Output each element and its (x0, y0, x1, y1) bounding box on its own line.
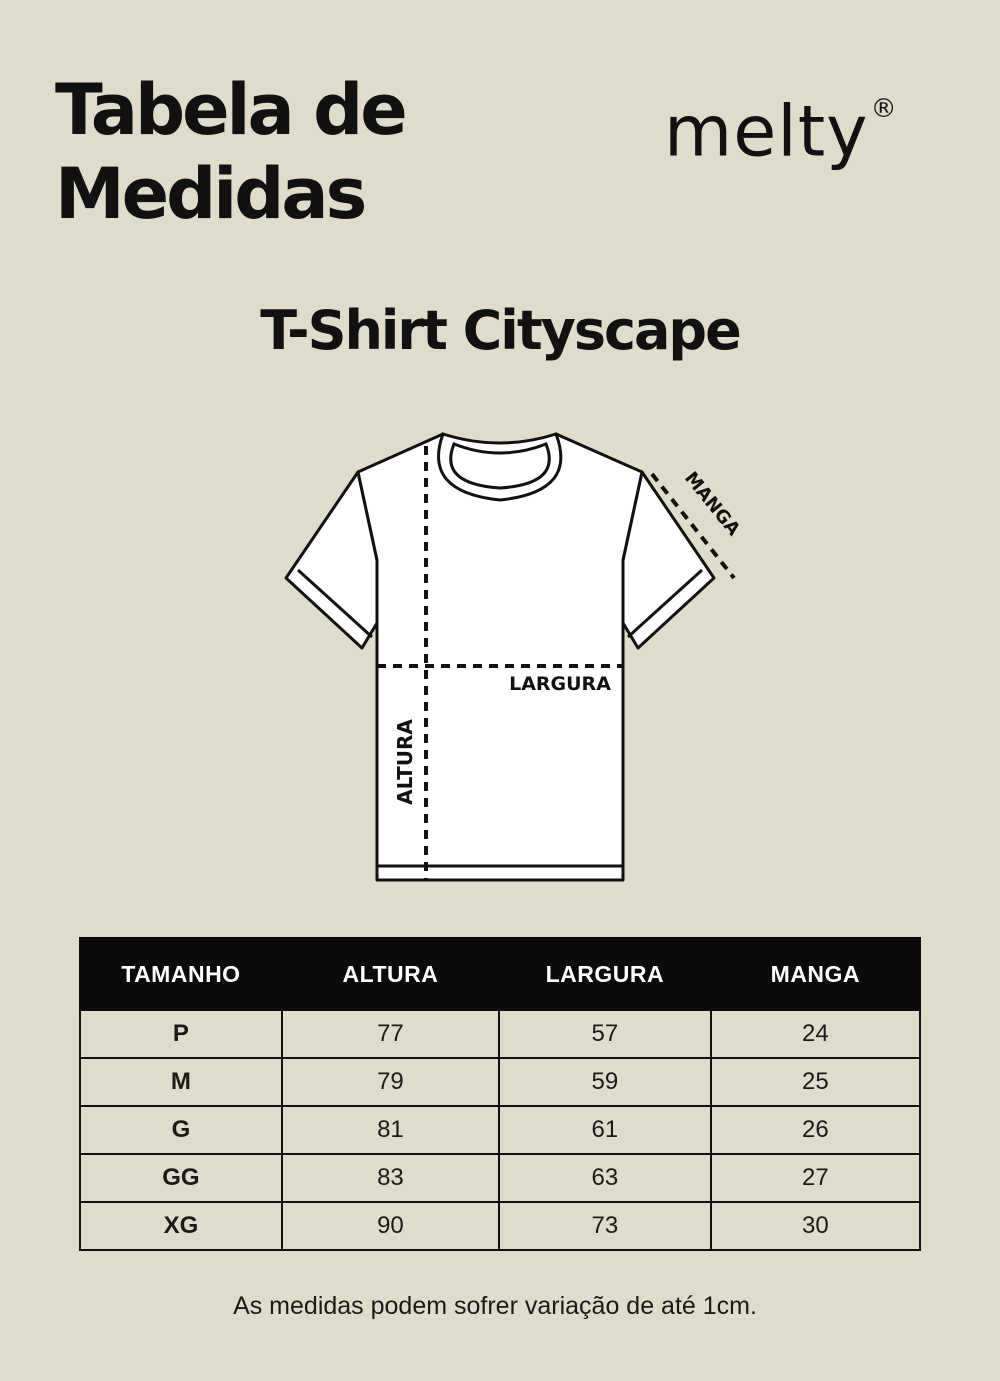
table-row (80, 1202, 920, 1250)
size-cell: G (80, 1106, 282, 1154)
size-table (79, 937, 921, 1251)
width-cell: 63 (499, 1154, 711, 1202)
width-cell: 57 (499, 1010, 711, 1058)
height-cell: 77 (282, 1010, 499, 1058)
table-row (80, 1154, 920, 1202)
table-row (80, 1058, 920, 1106)
table-row (80, 1106, 920, 1154)
sleeve-cell: 24 (711, 1010, 920, 1058)
title-line-1: Tabela de (55, 69, 405, 151)
sleeve-cell: 26 (711, 1106, 920, 1154)
title-line-2: Medidas (55, 153, 365, 235)
table-row (80, 1010, 920, 1058)
column-header-sleeve: MANGA (711, 938, 920, 1010)
registered-mark: ® (870, 94, 898, 124)
sleeve-cell: 25 (711, 1058, 920, 1106)
size-cell: M (80, 1058, 282, 1106)
height-cell: 81 (282, 1106, 499, 1154)
width-cell: 59 (499, 1058, 711, 1106)
sleeve-cell: 27 (711, 1154, 920, 1202)
size-cell: P (80, 1010, 282, 1058)
height-cell: 90 (282, 1202, 499, 1250)
height-cell: 83 (282, 1154, 499, 1202)
measurement-note: As medidas podem sofrer variação de até 1cm. (233, 1292, 757, 1320)
product-name: T-Shirt Cityscape (260, 299, 740, 362)
sleeve-label: MANGA (680, 467, 745, 540)
size-cell: XG (80, 1202, 282, 1250)
column-header-height: ALTURA (282, 938, 499, 1010)
height-cell: 79 (282, 1058, 499, 1106)
brand-name: melty (664, 90, 869, 173)
size-cell: GG (80, 1154, 282, 1202)
column-header-size: TAMANHO (80, 938, 282, 1010)
width-cell: 73 (499, 1202, 711, 1250)
sleeve-cell: 30 (711, 1202, 920, 1250)
width-cell: 61 (499, 1106, 711, 1154)
width-label: LARGURA (509, 673, 611, 695)
table-header-row (80, 938, 920, 1010)
column-header-width: LARGURA (499, 938, 711, 1010)
height-label: ALTURA (393, 719, 417, 805)
